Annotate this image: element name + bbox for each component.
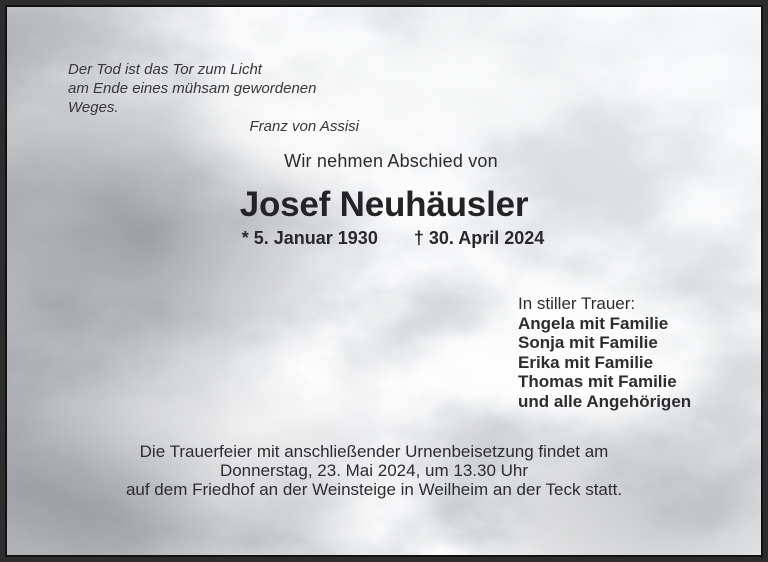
funeral-line-2: Donnerstag, 23. Mai 2024, um 13.30 Uhr [219, 461, 529, 480]
notice-content [7, 7, 761, 555]
mourning-block [518, 294, 691, 411]
death-date: † 30. April 2024 [413, 228, 545, 248]
mourning-heading: In stiller Trauer: [518, 294, 636, 313]
intro-line: Wir nehmen Abschied von [284, 151, 498, 171]
mourner-1: Angela mit Familie [518, 313, 669, 333]
deceased-name: Josef Neuhäusler [239, 185, 529, 224]
mourner-5: und alle Angehörigen [518, 391, 692, 411]
mourner-2: Sonja mit Familie [518, 333, 658, 352]
quote-line-1: Der Tod ist das Tor zum Licht [68, 61, 262, 78]
quote-attribution: Franz von Assisi [249, 118, 359, 135]
mourner-3: Erika mit Familie [518, 352, 654, 372]
funeral-info [27, 442, 721, 499]
funeral-line-1: Die Trauerfeier mit anschließender Urnenbeisetzung findet am [139, 442, 609, 461]
life-dates [16, 229, 763, 247]
opening-quote [68, 60, 359, 136]
birth-date: * 5. Januar 1930 [241, 228, 378, 248]
funeral-line-3: auf dem Friedhof an der Weinsteige in Weilheim an der Teck statt. [125, 480, 623, 499]
quote-line-2: am Ende eines mühsam gewordenen Weges. [68, 80, 317, 116]
mourner-4: Thomas mit Familie [518, 372, 677, 391]
obituary-photo-area [5, 5, 763, 557]
